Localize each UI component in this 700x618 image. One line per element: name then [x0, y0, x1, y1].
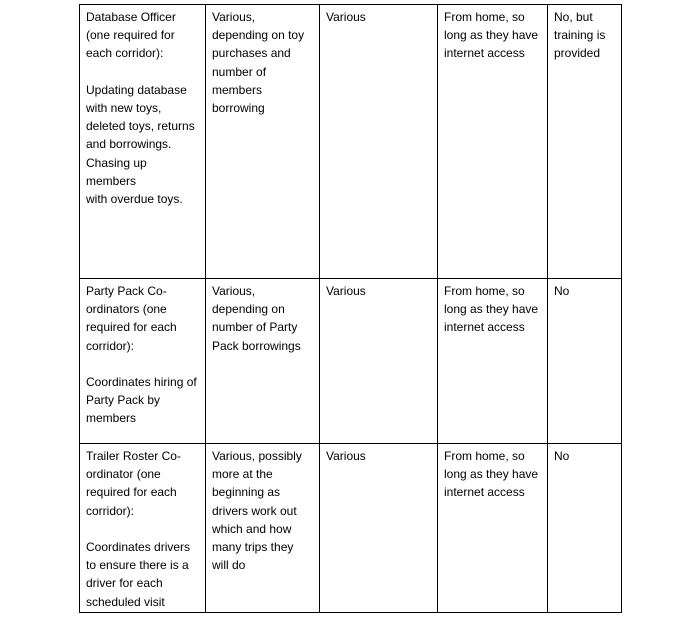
- training-cell: [548, 279, 622, 444]
- training-text: No: [554, 284, 570, 298]
- volunteer-roles-table: [79, 4, 622, 613]
- role-text: Trailer Roster Co- ordinator (one required for each corridor): Coordinates drivers to ensure there is a driver for each scheduled visit: [86, 449, 191, 609]
- frequency-cell: [320, 279, 438, 444]
- frequency-cell: [320, 5, 438, 279]
- frequency-text: Various: [326, 284, 366, 298]
- role-cell: [80, 279, 206, 444]
- hours-cell: [206, 5, 320, 279]
- training-cell: [548, 5, 622, 279]
- hours-text: Various, depending on toy purchases and number of members borrowing: [212, 10, 305, 116]
- hours-cell: [206, 279, 320, 444]
- role-cell: [80, 444, 206, 613]
- frequency-text: Various: [326, 449, 366, 463]
- location-cell: [438, 5, 548, 279]
- training-text: No, but training is provided: [554, 10, 606, 61]
- table-row: [80, 279, 622, 444]
- frequency-text: Various: [326, 10, 366, 24]
- location-text: From home, so long as they have internet access: [444, 284, 539, 335]
- training-cell: [548, 444, 622, 613]
- hours-text: Various, possibly more at the beginning as drivers work out which and how many trips they will do: [212, 449, 302, 573]
- location-text: From home, so long as they have internet access: [444, 10, 539, 61]
- hours-cell: [206, 444, 320, 613]
- location-text: From home, so long as they have internet access: [444, 449, 539, 500]
- role-text: Party Pack Co- ordinators (one required for each corridor): Coordinates hiring of Party Pack by members: [86, 284, 197, 426]
- role-text: Database Officer (one required for each corridor): Updating database with new toys, deleted toys, returns and borrowings. Chasing up members with overdue toys.: [86, 10, 195, 207]
- location-cell: [438, 279, 548, 444]
- frequency-cell: [320, 444, 438, 613]
- table-row: [80, 5, 622, 279]
- training-text: No: [554, 449, 570, 463]
- role-cell: [80, 5, 206, 279]
- table-row: [80, 444, 622, 613]
- location-cell: [438, 444, 548, 613]
- hours-text: Various, depending on number of Party Pack borrowings: [212, 284, 301, 353]
